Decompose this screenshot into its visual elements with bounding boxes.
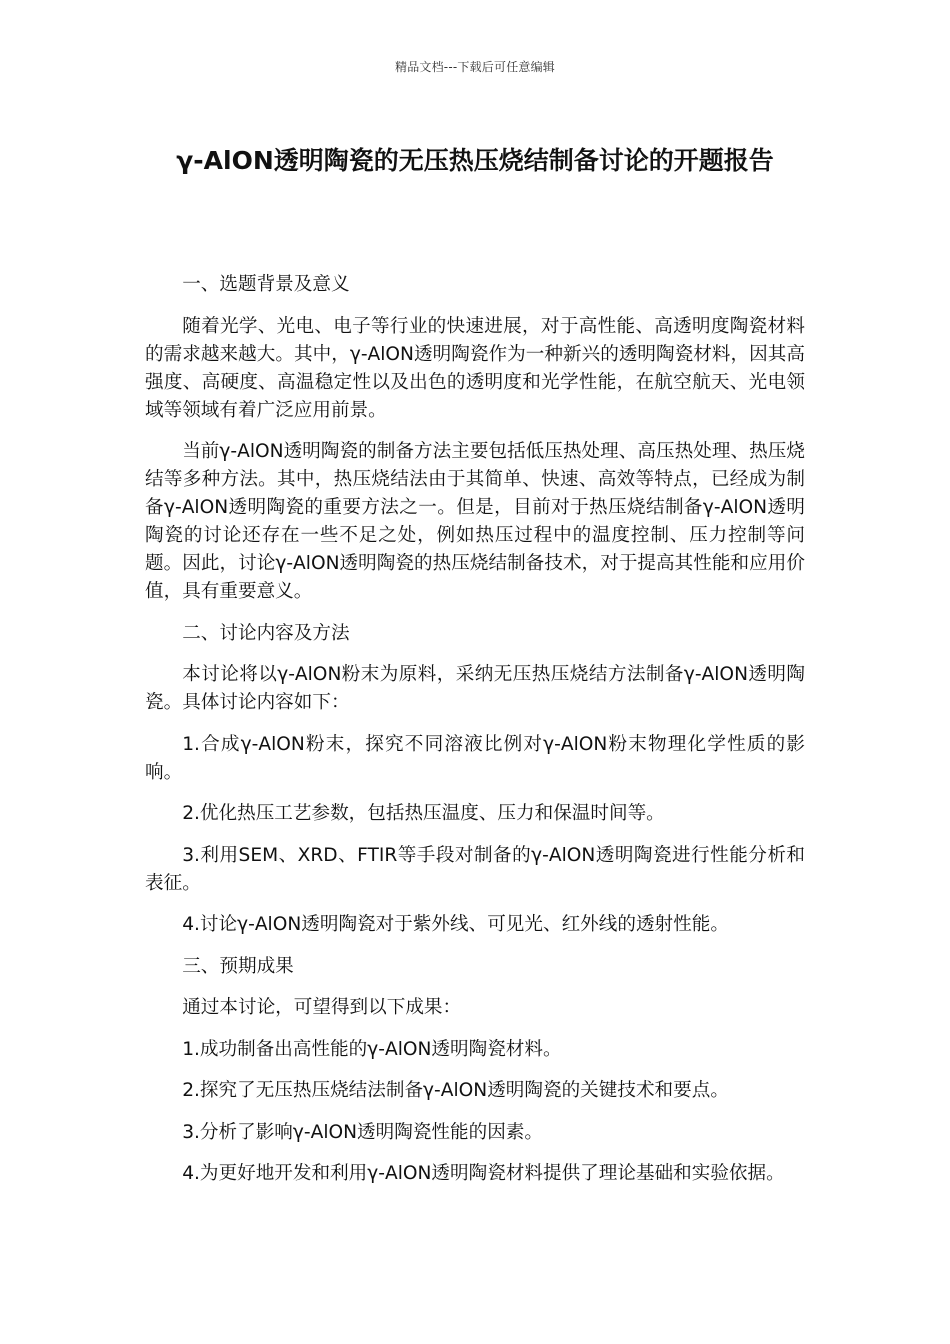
paragraph: 通过本讨论，可望得到以下成果： (182, 997, 462, 1018)
list-item: 2.探究了无压热压烧结法制备γ-AlON透明陶瓷的关键技术和要点。 (182, 1080, 729, 1101)
list-item: 3.分析了影响γ-AlON透明陶瓷性能的因素。 (182, 1121, 543, 1143)
paragraph: 随着光学、光电、电子等行业的快速进展，对于高性能、高透明度陶瓷材料的需求越来越大。其中，γ-AlON透明陶瓷作为一种新兴的透明陶瓷材料，因其高强度、高硬度、高温稳定性以及出色的透明度和光学性能，在航空航天、光电领域等领域有着广泛应用前景。 (145, 315, 805, 421)
list-item: 4.讨论γ-AlON透明陶瓷对于紫外线、可见光、红外线的透射性能。 (182, 914, 729, 935)
paragraph: 当前γ-AlON透明陶瓷的制备方法主要包括低压热处理、高压热处理、热压烧结等多种方法。其中，热压烧结法由于其简单、快速、高效等特点，已经成为制备γ-AlON透明陶瓷的重要方法之一。但是，目前对于热压烧结制备γ-AlON透明陶瓷的讨论还存在一些不足之处，例如热压过程中的温度控制、压力控制等问题。因此，讨论γ-AlON透明陶瓷的热压烧结制备技术，对于提高其性能和应用价值，具有重要意义。 (145, 441, 805, 602)
section-heading: 三、预期成果 (182, 955, 294, 977)
page-header: 精品文档---下载后可任意编辑 (395, 60, 555, 74)
list-item: 3.利用SEM、XRD、FTIR等手段对制备的γ-AlON透明陶瓷进行性能分析和表征。 (145, 844, 805, 894)
section-heading: 一、选题背景及意义 (182, 274, 350, 295)
paragraph: 本讨论将以γ-AlON粉末为原料，采纳无压热压烧结方法制备γ-AlON透明陶瓷。具体讨论内容如下： (145, 664, 805, 713)
document-body (145, 271, 805, 1202)
section-heading: 二、讨论内容及方法 (182, 622, 350, 644)
document-title: γ-AlON透明陶瓷的无压热压烧结制备讨论的开题报告 (176, 146, 774, 175)
list-item: 1.合成γ-AlON粉末，探究不同溶液比例对γ-AlON粉末物理化学性质的影响。 (145, 733, 805, 783)
list-item: 4.为更好地开发和利用γ-AlON透明陶瓷材料提供了理论基础和实验依据。 (182, 1163, 785, 1184)
list-item: 1.成功制备出高性能的γ-AlON透明陶瓷材料。 (182, 1038, 562, 1060)
list-item: 2.优化热压工艺参数，包括热压温度、压力和保温时间等。 (182, 803, 665, 824)
